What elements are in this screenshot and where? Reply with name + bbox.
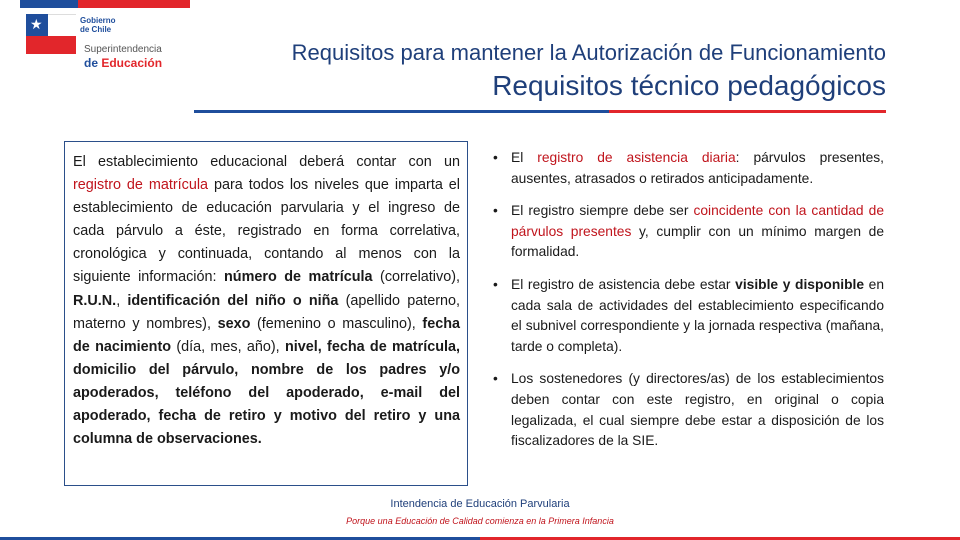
footer-intendencia: Intendencia de Educación Parvularia: [390, 498, 570, 510]
matricula-box: [64, 141, 468, 486]
list-item: • El registro siempre debe ser coincidente con la cantidad de párvulos presentes y, cumplir con un mínimo margen de formalidad.: [493, 203, 885, 260]
educacion-label: de Educación: [84, 56, 163, 70]
gobierno-seal-icon: ★: [26, 14, 76, 54]
gobierno-label: Gobierno de Chile: [80, 16, 116, 34]
matricula-paragraph: El establecimiento educacional deberá contar con un registro de matrícula para todos los niveles que imparta el establecimiento de educación parvularia y el ingreso de cada párvulo a éste, registrado en forma correlativa, cronológica y continuada, contando al menos con la siguiente información: número de matrícula (correlativo), R.U.N., identificación del niño o niña (apellido paterno, materno y nombres), sexo (femenino o masculino), fecha de nacimiento (día, mes, año), nivel, fecha de matrícula, domicilio del párvulo, nombre de los padres y/o apoderados, teléfono del apoderado, e-mail del apoderado, fecha de retiro y motivo del retiro y una columna de observaciones.: [73, 154, 461, 448]
superintendencia-logo: [26, 14, 176, 74]
superintendencia-label: Superintendencia: [84, 44, 162, 55]
title-rule: [194, 110, 886, 113]
page-subtitle: Requisitos técnico pedagógicos: [492, 70, 886, 101]
flag-strip: [20, 0, 190, 8]
list-item: • El registro de asistencia debe estar visible y disponible en cada sala de actividades del establecimiento especificando el subnivel correspondiente y la jornada respectiva (mañana, tarde o completa).: [493, 276, 884, 354]
list-item: • Los sostenedores (y directores/as) de los establecimientos deben contar con este registro, en original o copia legalizada, el cual siempre debe estar a disposición de los fiscalizadores de la SIE.: [493, 371, 884, 449]
page-title: Requisitos para mantener la Autorización de Funcionamiento: [291, 40, 886, 65]
asistencia-bullet-list: [490, 148, 884, 464]
footer-slogan: Porque una Educación de Calidad comienza en la Primera Infancia: [346, 516, 614, 526]
list-item: • El registro de asistencia diaria: párvulos presentes, ausentes, atrasados o retirados anticipadamente.: [493, 150, 884, 186]
